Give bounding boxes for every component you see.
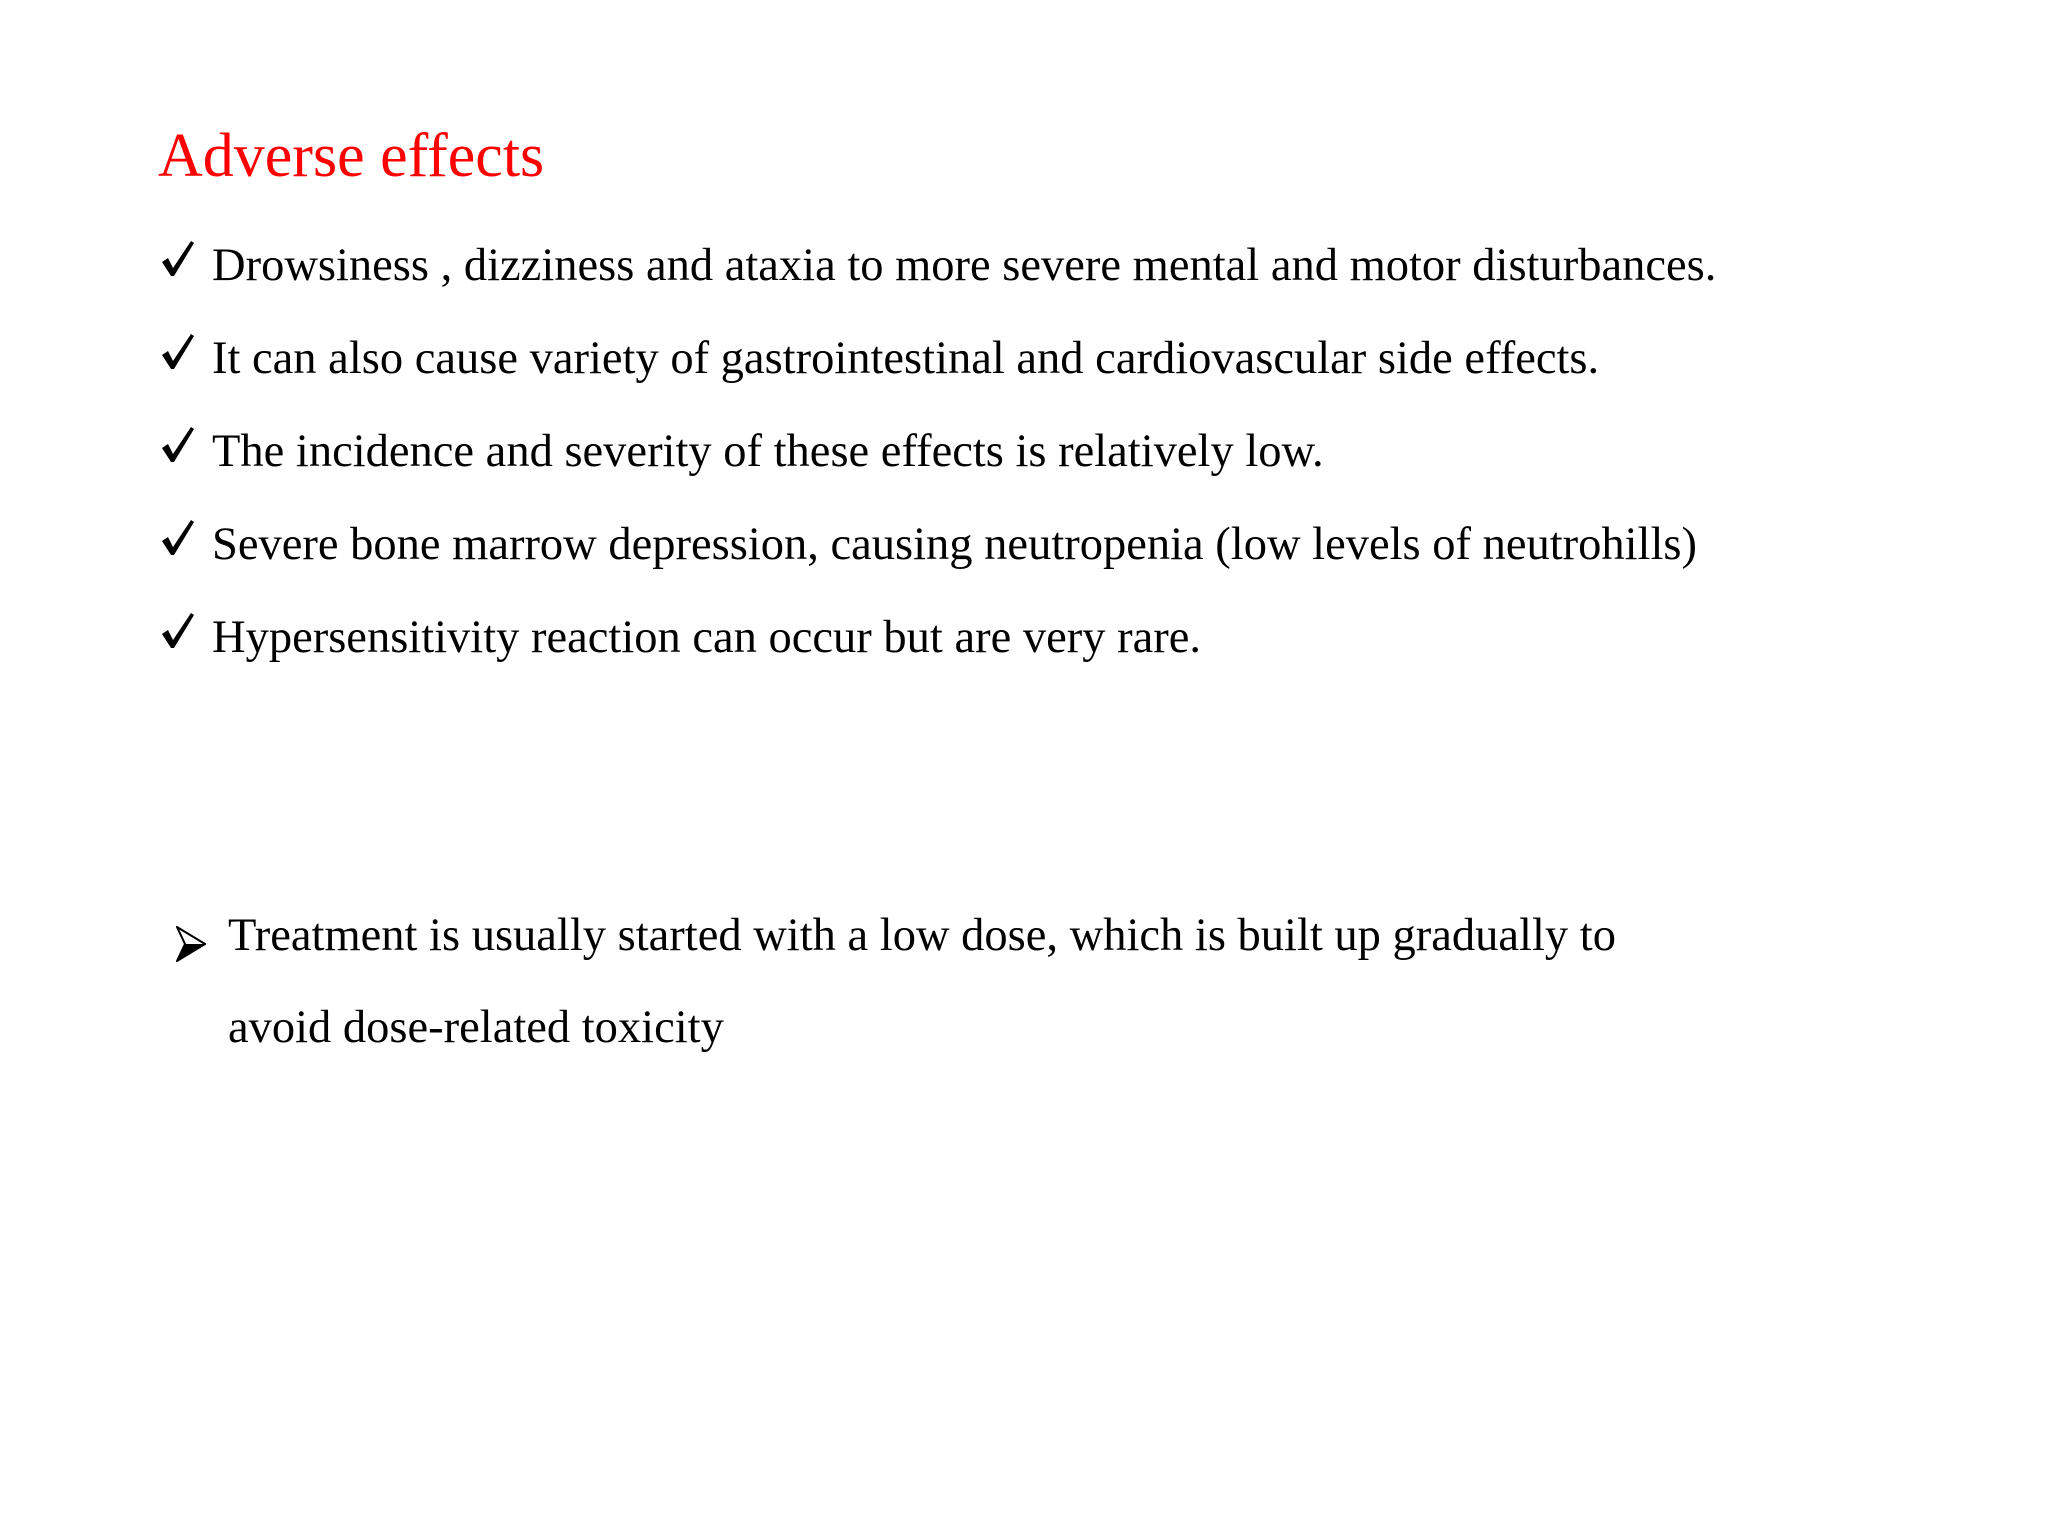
list-item-text: Hypersensitivity reaction can occur but are very rare. — [212, 612, 1201, 663]
list-item-text: It can also cause variety of gastrointestinal and cardiovascular side effects. — [212, 333, 1600, 384]
list-item-text: The incidence and severity of these effects is relatively low. — [212, 426, 1324, 477]
list-item-text: Drowsiness , dizziness and ataxia to more severe mental and motor disturbances. — [212, 240, 1717, 291]
treatment-note-line: Treatment is usually started with a low dose, which is built up gradually to — [228, 910, 1616, 961]
checkmark-icon — [160, 610, 196, 650]
treatment-note-line: avoid dose-related toxicity — [228, 1002, 724, 1053]
slide-title: Adverse effects — [158, 122, 545, 190]
checkmark-icon — [160, 424, 196, 464]
checkmark-icon — [160, 517, 196, 557]
arrowhead-bullet-icon — [176, 926, 206, 962]
list-item-text: Severe bone marrow depression, causing neutropenia (low levels of neutrohills) — [212, 519, 1697, 570]
checkmark-icon — [160, 238, 196, 278]
checkmark-icon — [160, 331, 196, 371]
